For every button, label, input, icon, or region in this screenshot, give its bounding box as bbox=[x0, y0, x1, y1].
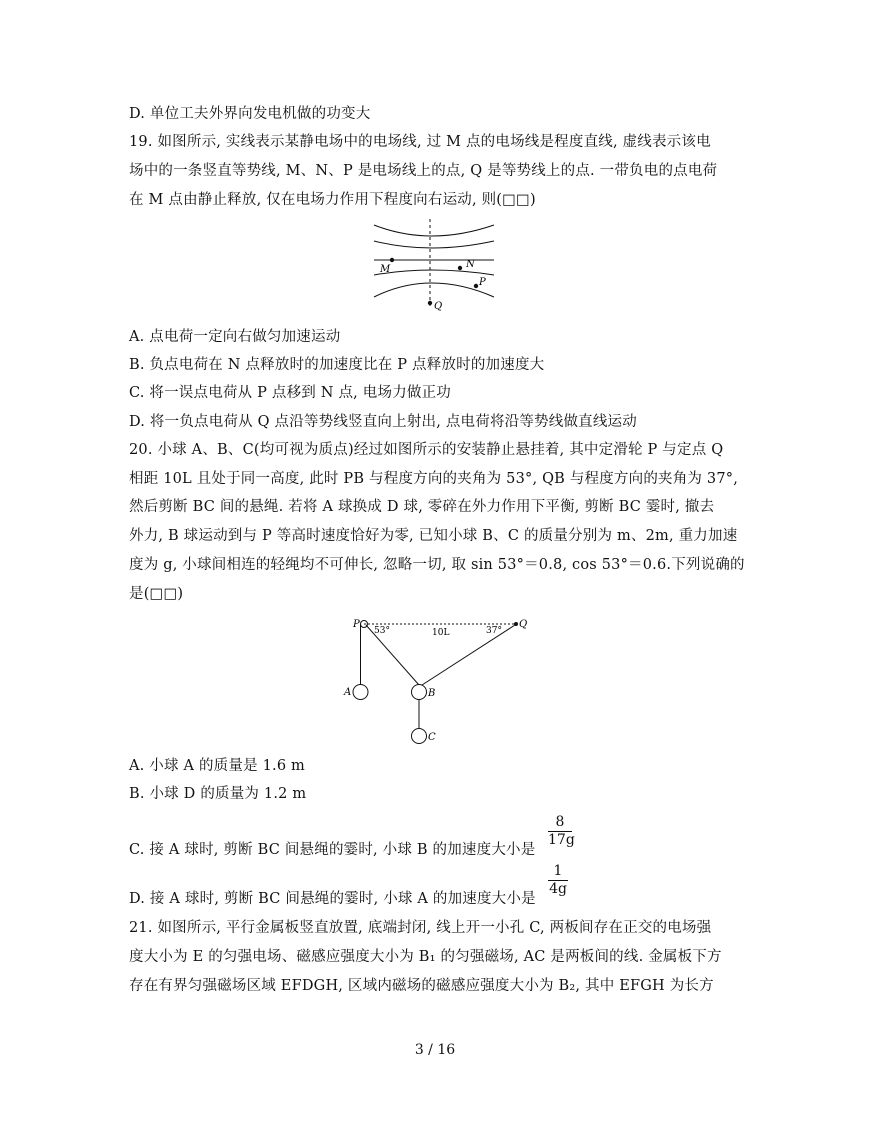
option-b: B. 负点电荷在 N 点释放时的加速度比在 P 点释放时的加速度大 bbox=[129, 357, 545, 373]
label-n: N bbox=[466, 259, 475, 270]
ball-b bbox=[412, 685, 427, 700]
field-line-upper bbox=[374, 241, 494, 248]
field-line-lower bbox=[374, 270, 494, 275]
fraction-c-denominator: 17g bbox=[548, 832, 575, 848]
distance-label: 10L bbox=[432, 628, 450, 638]
option-c: C. 将一误点电荷从 P 点移到 N 点, 电场力做正功 bbox=[129, 385, 451, 401]
pulley-figure bbox=[340, 612, 540, 752]
label-b: B bbox=[428, 688, 436, 699]
question-20-line-6: 是(□□) bbox=[129, 586, 184, 602]
label-q: Q bbox=[434, 301, 443, 312]
fraction-d-denominator: 4g bbox=[549, 881, 567, 897]
point-q bbox=[428, 301, 432, 305]
question-19-line-1: 19. 如图所示, 实线表示某静电场中的电场线, 过 M 点的电场线是程度直线, 虚线表示该电 bbox=[129, 134, 711, 150]
ball-c bbox=[412, 729, 427, 744]
page-number: 3 / 16 bbox=[414, 1042, 456, 1058]
question-21-line-3: 存在有界匀强磁场区域 EFDGH, 区域内磁场的磁感应强度大小为 B₂, 其中 EFGH 为长方 bbox=[129, 978, 714, 994]
question-21-line-1: 21. 如图所示, 平行金属板竖直放置, 底端封闭, 线上开一小孔 C, 两板间存在正交的电场强 bbox=[129, 920, 712, 936]
fraction-d-numerator: 1 bbox=[553, 863, 563, 879]
q20-option-d: D. 接 A 球时, 剪断 BC 间悬绳的霎时, 小球 A 的加速度大小是 bbox=[129, 891, 536, 907]
angle-53-label: 53° bbox=[374, 626, 390, 636]
angle-37-label: 37° bbox=[486, 626, 502, 636]
text-line: D. 单位工夫外界向发电机做的功变大 bbox=[129, 106, 371, 122]
field-line-top bbox=[374, 225, 494, 236]
question-19-line-3: 在 M 点由静止释放, 仅在电场力作用下程度向右运动, 则(□□) bbox=[129, 192, 536, 208]
electric-field-figure bbox=[368, 217, 500, 317]
question-20-line-3: 然后剪断 BC 间的悬绳. 若将 A 球换成 D 球, 零碎在外力作用下平衡, 剪断 BC 霎时, 撤去 bbox=[129, 499, 715, 515]
label-q: Q bbox=[519, 619, 528, 630]
point-n bbox=[458, 266, 462, 270]
ball-a bbox=[353, 685, 368, 700]
point-p bbox=[474, 284, 478, 288]
label-m: M bbox=[380, 264, 391, 275]
fraction-c bbox=[548, 814, 575, 848]
question-20-line-1: 20. 小球 A、B、C(均可视为质点)经过如图所示的安装静止悬挂着, 其中定滑轮 P 与定点 Q bbox=[129, 442, 724, 458]
fraction-d bbox=[548, 863, 568, 897]
label-p: P bbox=[479, 277, 486, 288]
option-d: D. 将一负点电荷从 Q 点沿等势线竖直向上射出, 点电荷将沿等势线做直线运动 bbox=[129, 414, 637, 430]
fraction-c-numerator: 8 bbox=[555, 814, 565, 830]
question-19-line-2: 场中的一条竖直等势线, M、N、P 是电场线上的点, Q 是等势线上的点. 一带负电的点电荷 bbox=[129, 163, 718, 179]
q20-option-a: A. 小球 A 的质量是 1.6 m bbox=[129, 758, 306, 774]
question-20-line-2: 相距 10L 且处于同一高度, 此时 PB 与程度方向的夹角为 53°, QB 与程度方向的夹角为 37°, bbox=[129, 471, 739, 487]
q20-option-c: C. 接 A 球时, 剪断 BC 间悬绳的霎时, 小球 B 的加速度大小是 bbox=[129, 842, 536, 858]
label-c: C bbox=[428, 732, 436, 743]
label-a: A bbox=[344, 687, 352, 698]
question-20-line-5: 度为 g, 小球间相连的轻绳均不可伸长, 忽略一切, 取 sin 53°＝0.8, cos 53°＝0.6.下列说确的 bbox=[129, 557, 745, 573]
option-a: A. 点电荷一定向右做匀加速运动 bbox=[129, 329, 341, 345]
question-20-line-4: 外力, B 球运动到与 P 等高时速度恰好为零, 已知小球 B、C 的质量分别为 m、2m, 重力加速 bbox=[129, 528, 738, 544]
label-p: P bbox=[353, 619, 360, 630]
point-m bbox=[390, 258, 394, 262]
q20-option-b: B. 小球 D 的质量为 1.2 m bbox=[129, 786, 307, 802]
question-21-line-2: 度大小为 E 的匀强电场、磁感应强度大小为 B₁ 的匀强磁场, AC 是两板间的线. 金属板下方 bbox=[129, 949, 722, 965]
